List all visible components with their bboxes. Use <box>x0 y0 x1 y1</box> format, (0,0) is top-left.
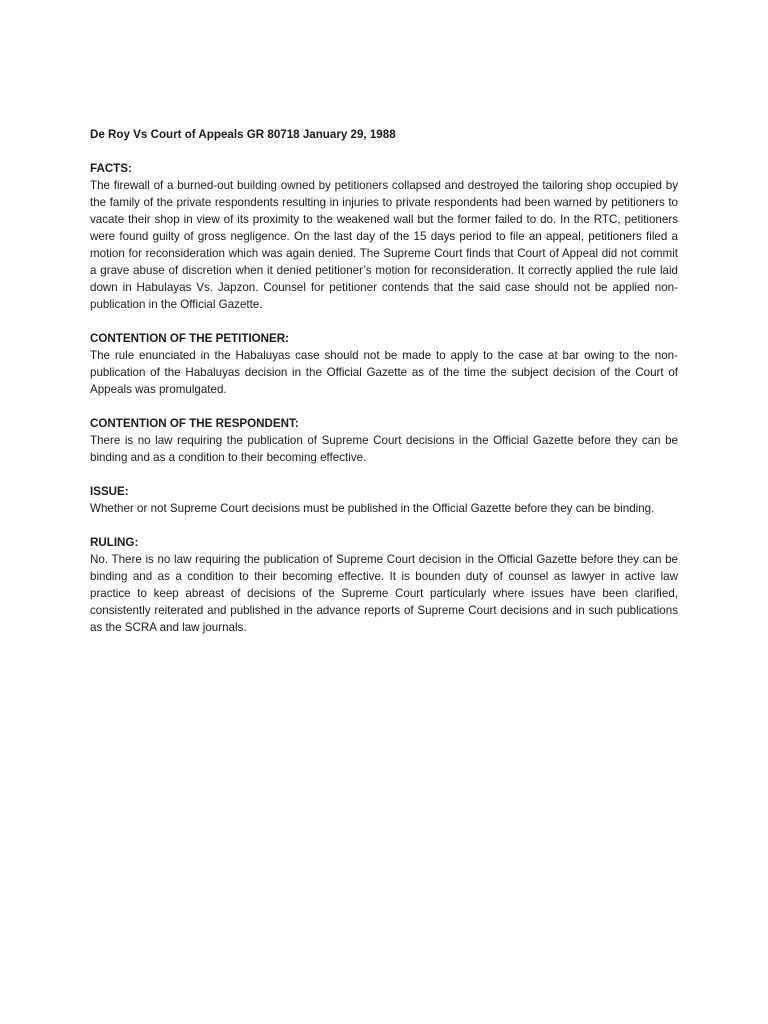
section-heading: RULING: <box>90 536 139 549</box>
document-page <box>90 126 678 653</box>
section-ruling <box>90 534 678 636</box>
section-contention-respondent <box>90 415 678 466</box>
section-body: Whether or not Supreme Court decisions must be published in the Official Gazette before they can be binding. <box>90 502 655 515</box>
section-heading: FACTS: <box>90 162 132 175</box>
section-facts <box>90 160 678 313</box>
section-body: There is no law requiring the publication of Supreme Court decisions in the Official Gazette before they can be binding and as a condition to their becoming effective. <box>90 434 678 464</box>
section-body: The firewall of a burned-out building owned by petitioners collapsed and destroyed the tailoring shop occupied by the family of the private respondents resulting in injuries to private respondents had been warned by petitioners to vacate their shop in view of its proximity to the weakened wall but the former failed to do. In the RTC, petitioners were found guilty of gross negligence. On the last day of the 15 days period to file an appeal, petitioners filed a motion for reconsideration which was again denied. The Supreme Court finds that Court of Appeal did not commit a grave abuse of discretion when it denied petitioner’s motion for reconsideration. It correctly applied the rule laid down in Habulayas Vs. Japzon. Counsel for petitioner contends that the said case should not be applied non-publication in the Official Gazette. <box>90 179 678 311</box>
section-heading: CONTENTION OF THE PETITIONER: <box>90 332 290 345</box>
section-heading: ISSUE: <box>90 485 129 498</box>
section-heading: CONTENTION OF THE RESPONDENT: <box>90 417 299 430</box>
section-contention-petitioner <box>90 330 678 398</box>
section-body: The rule enunciated in the Habaluyas case should not be made to apply to the case at bar owing to the non-publication of the Habaluyas decision in the Official Gazette as of the time the subject decision of the Court of Appeals was promulgated. <box>90 349 678 396</box>
section-body: No. There is no law requiring the publication of Supreme Court decision in the Official Gazette before they can be binding and as a condition to their becoming effective. It is bounden duty of counsel as lawyer in active law practice to keep abreast of decisions of the Supreme Court particularly where issues have been clarified, consistently reiterated and published in the advance reports of Supreme Court decisions and in such publications as the SCRA and law journals. <box>90 553 678 634</box>
section-issue <box>90 483 678 517</box>
document-title: De Roy Vs Court of Appeals GR 80718 January 29, 1988 <box>90 128 396 141</box>
